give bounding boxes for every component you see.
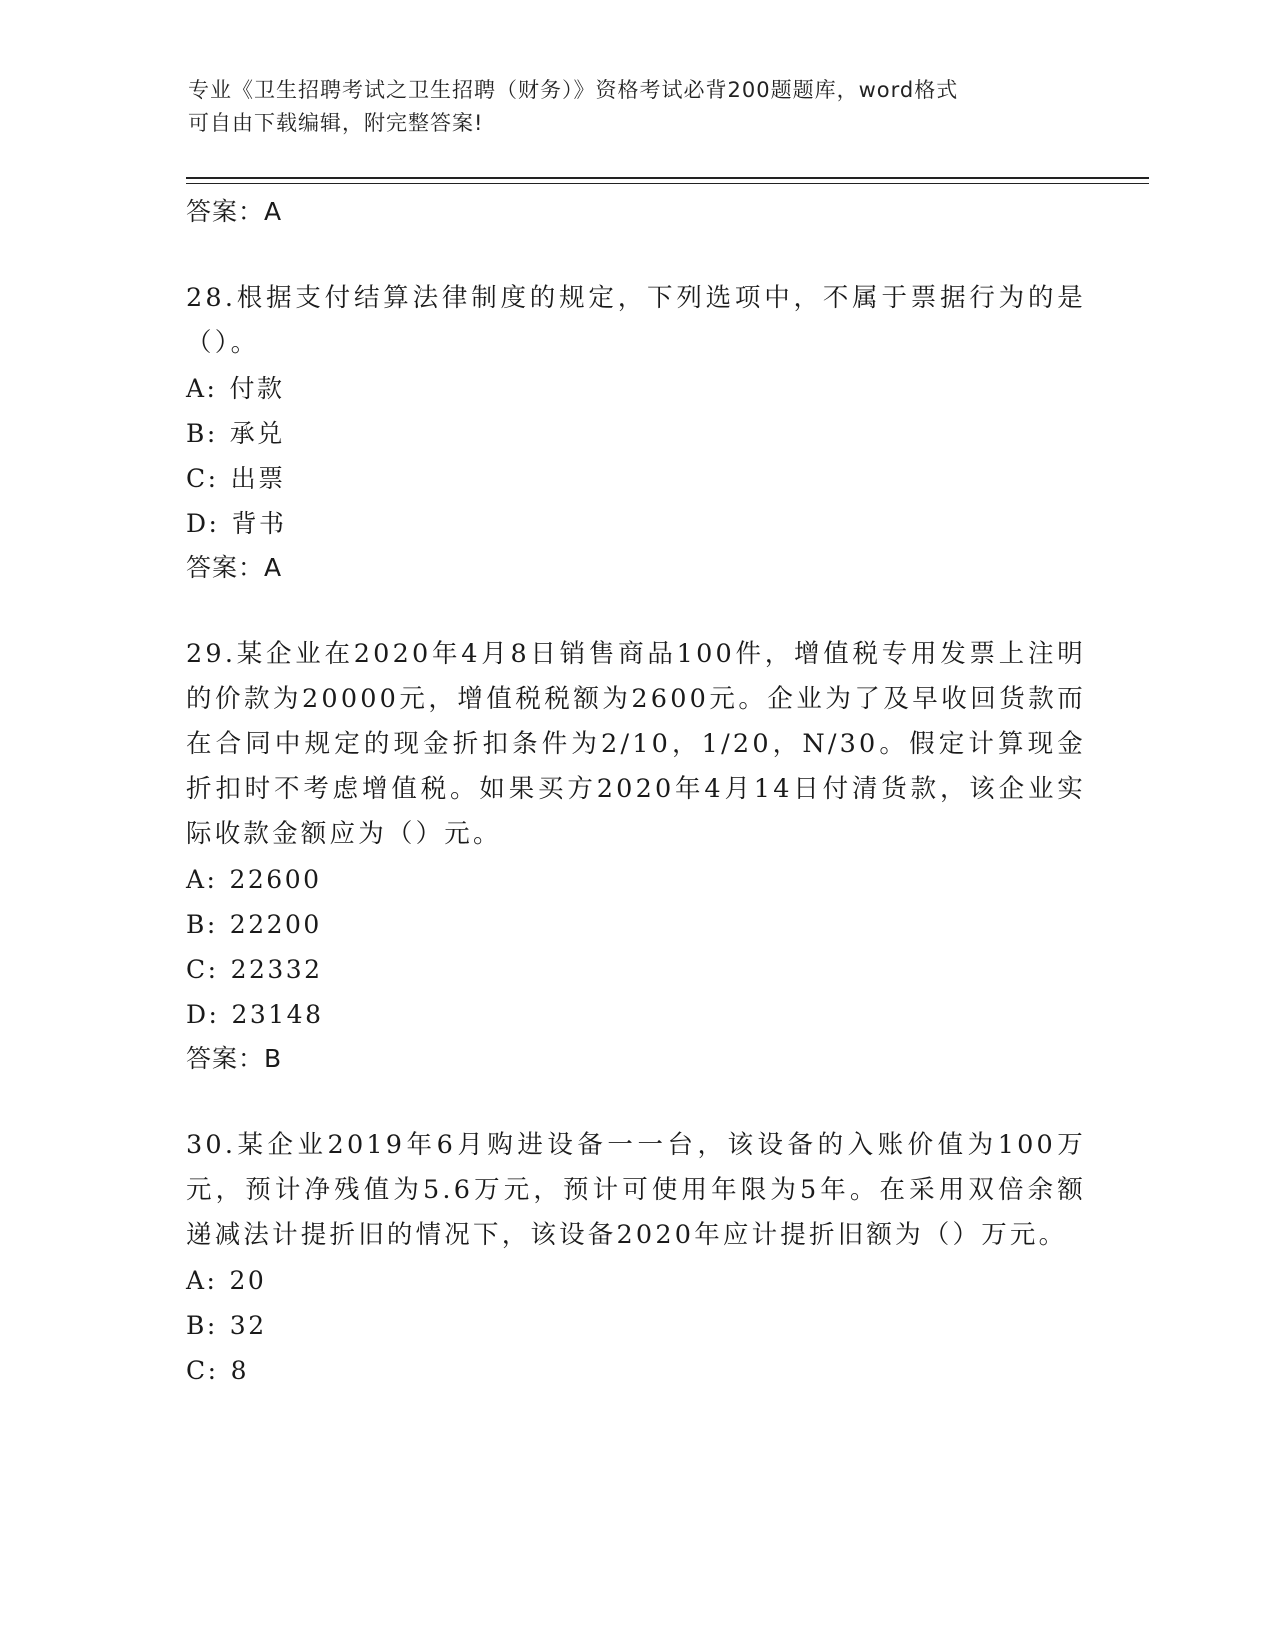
question-stem: 30.某企业2019年6月购进设备一一台，该设备的入账价值为100万元，预计净残值为5.6万元，预计可使用年限为5年。在采用双倍余额递减法计提折旧的情况下，该设备2020年应计提折旧额为（）万元。 xyxy=(186,1130,1086,1250)
option-c xyxy=(186,947,1086,992)
option-key: D: xyxy=(186,1000,220,1029)
option-text: 32 xyxy=(229,1311,267,1340)
option-text: 22600 xyxy=(229,865,322,894)
option-text: 承兑 xyxy=(229,419,285,448)
option-b xyxy=(186,1303,1086,1348)
option-text: 20 xyxy=(229,1266,267,1295)
option-key: B: xyxy=(186,910,218,939)
option-text: 23148 xyxy=(231,1000,324,1029)
option-text: 付款 xyxy=(229,374,285,403)
document-body xyxy=(186,190,1086,1393)
option-key: C: xyxy=(186,464,219,493)
option-key: A: xyxy=(186,865,218,894)
header-line-2: 可自由下载编辑，附完整答案! xyxy=(188,111,484,135)
option-key: A: xyxy=(186,374,218,403)
option-a xyxy=(186,857,1086,902)
option-key: C: xyxy=(186,1356,219,1385)
option-b xyxy=(186,411,1086,456)
option-key: A: xyxy=(186,1266,218,1295)
answer-line: 答案：A xyxy=(186,197,283,226)
option-c xyxy=(186,456,1086,501)
header-divider-thick xyxy=(186,177,1149,179)
option-b xyxy=(186,902,1086,947)
document-header xyxy=(188,74,1068,140)
answer-line: 答案：A xyxy=(186,553,283,582)
option-a xyxy=(186,366,1086,411)
question-stem: 29.某企业在2020年4月8日销售商品100件，增值税专用发票上注明的价款为20000元，增值税税额为2600元。企业为了及早收回货款而在合同中规定的现金折扣条件为2/10，1/20，N/30。假定计算现金折扣时不考虑增值税。如果买方2020年4月14日付清货款，该企业实际收款金额应为（）元。 xyxy=(186,639,1086,849)
option-text: 8 xyxy=(230,1356,249,1385)
option-d xyxy=(186,992,1086,1037)
option-text: 背书 xyxy=(231,509,287,538)
option-text: 22332 xyxy=(230,955,323,984)
question-stem: 28.根据支付结算法律制度的规定，下列选项中，不属于票据行为的是（）。 xyxy=(186,283,1086,358)
question-28 xyxy=(186,276,1086,590)
option-key: D: xyxy=(186,509,220,538)
option-d xyxy=(186,501,1086,546)
question-29 xyxy=(186,632,1086,1081)
option-c xyxy=(186,1348,1086,1393)
option-key: B: xyxy=(186,1311,218,1340)
option-text: 出票 xyxy=(230,464,286,493)
header-line-1: 专业《卫生招聘考试之卫生招聘（财务）》资格考试必背200题题库，word格式 xyxy=(188,78,959,102)
option-a xyxy=(186,1258,1086,1303)
answer-line: 答案：B xyxy=(186,1044,283,1073)
question-30 xyxy=(186,1123,1086,1393)
header-divider-thin xyxy=(186,183,1149,184)
option-key: B: xyxy=(186,419,218,448)
option-key: C: xyxy=(186,955,219,984)
option-text: 22200 xyxy=(229,910,322,939)
